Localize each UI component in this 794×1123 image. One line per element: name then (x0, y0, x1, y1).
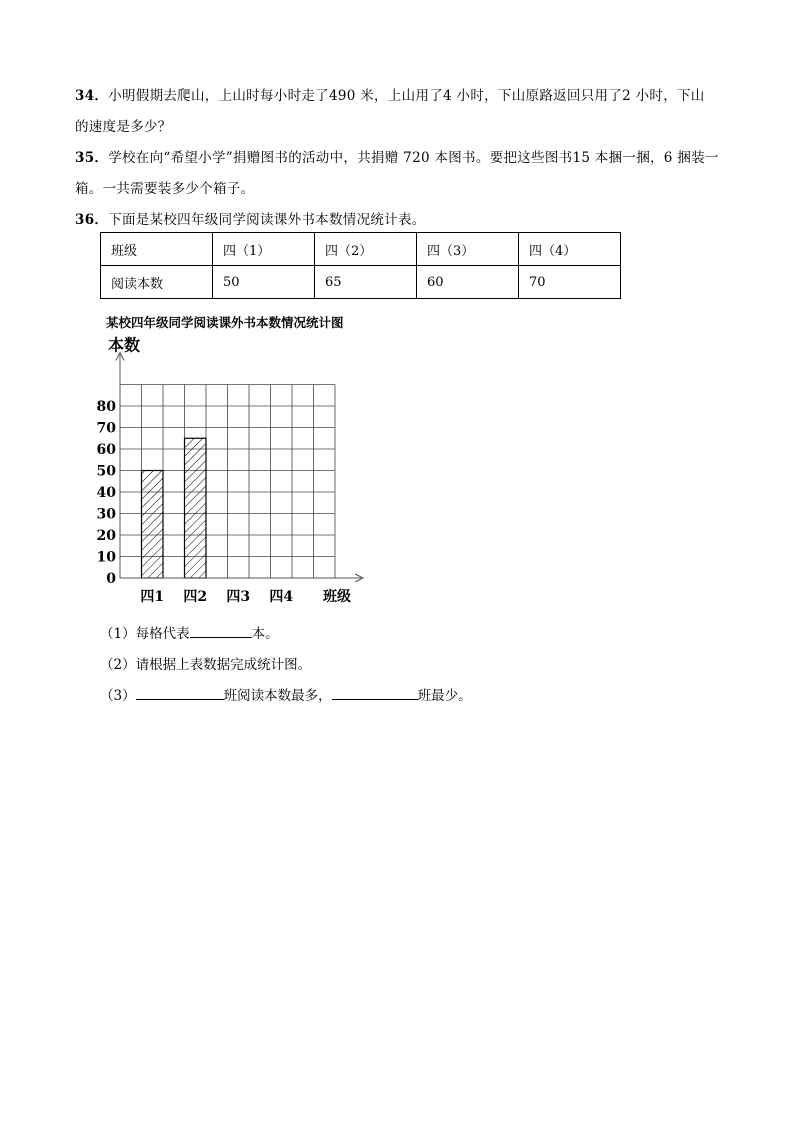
y-tick-label: 30 (96, 506, 116, 523)
sub-question-text: （3） (100, 688, 136, 704)
y-tick-label: 80 (96, 399, 116, 415)
question-34-line-1 (75, 84, 705, 104)
question-34-line-2: 的速度是多少？ (75, 119, 172, 135)
question-number: 36． (75, 212, 109, 228)
question-35-line-2: 箱。一共需要装多少个箱子。 (75, 181, 255, 197)
answer-blank[interactable] (332, 686, 418, 700)
bar (185, 438, 207, 578)
table-cell: 阅读本数 (101, 266, 213, 299)
question-text: 下面是某校四年级同学阅读课外书本数情况统计表。 (108, 212, 426, 228)
y-tick-label: 0 (106, 571, 116, 587)
question-36-line-1 (75, 208, 426, 228)
y-tick-label: 10 (96, 549, 116, 566)
table-cell: 60 (417, 266, 519, 299)
answer-blank[interactable] (190, 624, 252, 638)
bar-chart (90, 330, 380, 610)
table-row (101, 266, 621, 299)
x-tick-label: 四3 (226, 589, 251, 605)
table-cell: 四（4） (519, 233, 621, 266)
table-cell: 四（2） (315, 233, 417, 266)
sub-question-1 (100, 622, 279, 642)
table-cell: 四（1） (213, 233, 315, 266)
y-axis-title: 本数 (108, 335, 141, 355)
x-tick-label: 四2 (183, 589, 208, 605)
y-tick-label: 70 (96, 420, 116, 437)
sub-question-text: 本。 (251, 626, 279, 642)
table-cell: 70 (519, 266, 621, 299)
table-cell: 50 (213, 266, 315, 299)
question-35-line-1 (75, 146, 719, 166)
sub-question-text: 班阅读本数最多， (223, 688, 332, 704)
y-tick-label: 40 (96, 485, 116, 501)
chart-title: 某校四年级同学阅读课外书本数情况统计图 (106, 315, 344, 330)
question-text: 学校在向“希望小学”捐赠图书的活动中，共捐赠 720 本图书。要把这些图书15 本捆一捆，6 捆装一 (108, 150, 719, 166)
question-number: 34． (75, 88, 109, 104)
x-axis-title: 班级 (323, 589, 351, 605)
x-tick-label: 四1 (140, 589, 165, 605)
bar (142, 471, 164, 579)
sub-question-3 (100, 684, 472, 704)
reading-data-table (100, 232, 621, 299)
question-number: 35． (75, 150, 109, 166)
x-tick-label: 四4 (269, 589, 294, 605)
sub-question-text: 班最少。 (417, 688, 472, 704)
y-tick-label: 60 (96, 442, 116, 458)
table-cell: 四（3） (417, 233, 519, 266)
table-cell: 班级 (101, 233, 213, 266)
chart-bars (142, 438, 207, 578)
question-text: 小明假期去爬山，上山时每小时走了490 米，上山用了4 小时，下山原路返回只用了2 小时，下山 (108, 88, 705, 104)
table-header-row (101, 233, 621, 266)
sub-question-2: （2）请根据上表数据完成统计图。 (100, 657, 312, 673)
table-cell: 65 (315, 266, 417, 299)
sub-question-text: （1）每格代表 (100, 626, 190, 642)
y-tick-label: 20 (96, 528, 116, 544)
y-tick-label: 50 (96, 463, 116, 480)
answer-blank[interactable] (136, 686, 224, 700)
